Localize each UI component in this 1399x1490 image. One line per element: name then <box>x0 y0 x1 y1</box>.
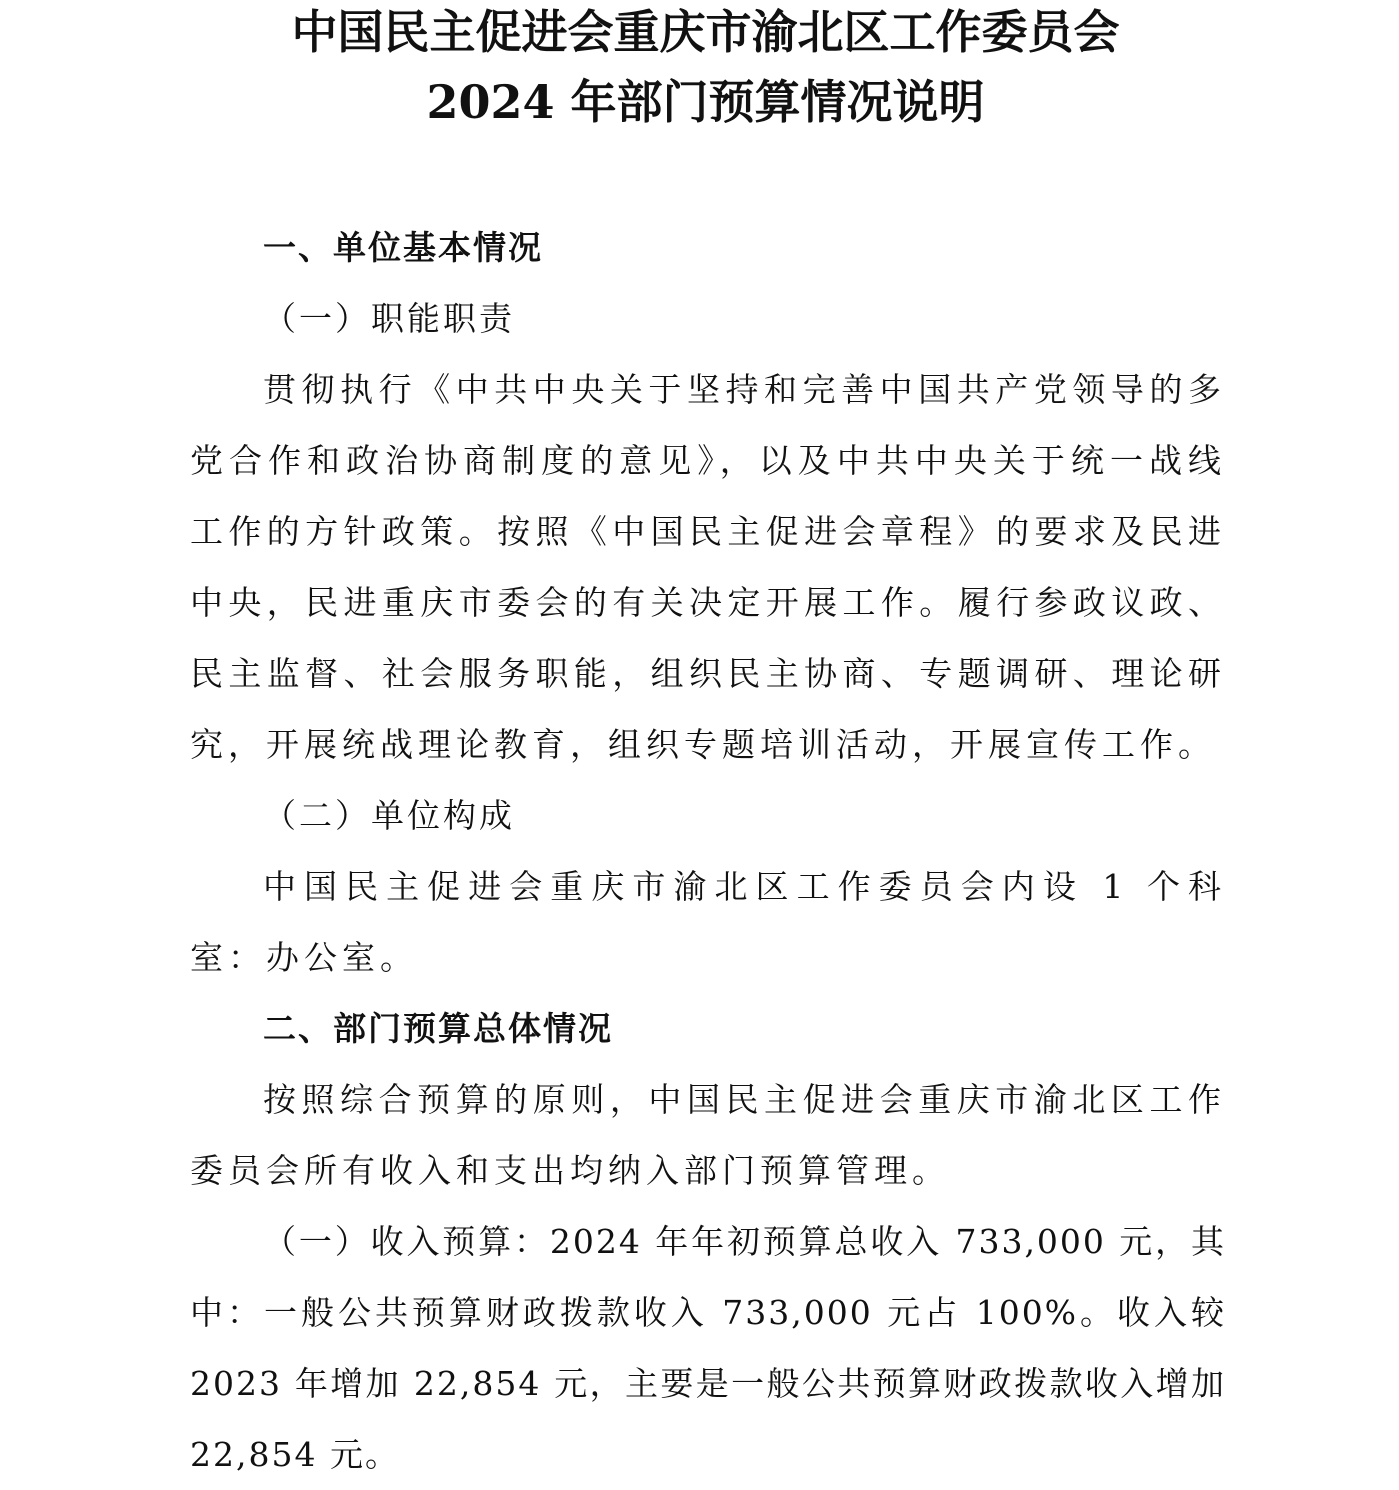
paragraph-income-budget: （一）收入预算：2024 年年初预算总收入 733,000 元，其中：一般公共预算财政拨款收入 733,000 元占 100%。收入较 2023 年增加 22,854 元，主要是一般公共预算财政拨款收入增加 22,854 元。 <box>190 1222 1226 1474</box>
subheading-functions: （一）职能职责 <box>263 299 515 338</box>
document-body <box>190 212 1226 1490</box>
paragraph-composition: 中国民主促进会重庆市渝北区工作委员会内设 1 个科室：办公室。 <box>190 867 1226 977</box>
subheading-composition: （二）单位构成 <box>263 796 515 835</box>
paragraph-functions: 贯彻执行《中共中央关于坚持和完善中国共产党领导的多党合作和政治协商制度的意见》，以及中共中央关于统一战线工作的方针政策。按照《中国民主促进会章程》的要求及民进中央，民进重庆市委会的有关决定开展工作。履行参政议政、民主监督、社会服务职能，组织民主协商、专题调研、理论研究，开展统战理论教育，组织专题培训活动，开展宣传工作。 <box>190 370 1226 764</box>
section-heading-budget-overview: 二、部门预算总体情况 <box>263 1009 613 1048</box>
paragraph-budget-principle: 按照综合预算的原则，中国民主促进会重庆市渝北区工作委员会所有收入和支出均纳入部门预算管理。 <box>190 1080 1226 1190</box>
document-title-line-1: 中国民主促进会重庆市渝北区工作委员会 <box>291 5 1120 59</box>
section-heading-basic-info: 一、单位基本情况 <box>263 228 543 267</box>
document-title-line-2: 2024 年部门预算情况说明 <box>426 75 985 129</box>
